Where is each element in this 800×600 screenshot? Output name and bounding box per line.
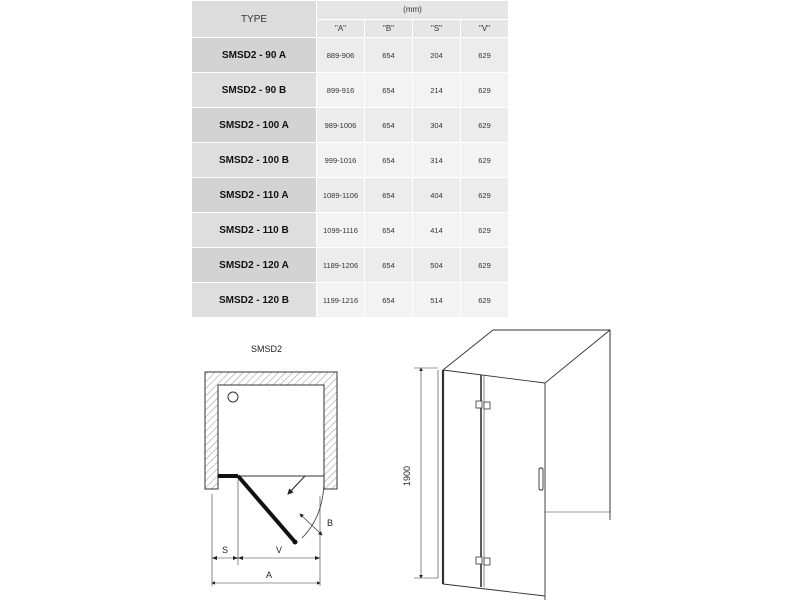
value-b: 654 xyxy=(365,143,413,178)
plan-title: SMSD2 xyxy=(251,344,283,354)
type-cell: SMSD2 - 120 A xyxy=(192,248,317,283)
type-cell: SMSD2 - 110 B xyxy=(192,213,317,248)
col-header-a: "A" xyxy=(317,19,365,38)
label-s: S xyxy=(222,545,229,555)
value-a: 1199-1216 xyxy=(317,283,365,318)
door-top xyxy=(443,370,545,383)
value-s: 204 xyxy=(413,38,461,73)
roof-edge-right xyxy=(545,330,610,383)
swing-arc xyxy=(302,476,324,538)
value-v: 629 xyxy=(461,248,509,283)
label-v: V xyxy=(276,545,283,555)
value-a: 899-916 xyxy=(317,73,365,108)
drain-icon xyxy=(228,392,238,402)
value-v: 629 xyxy=(461,108,509,143)
hinge-bottom xyxy=(476,557,482,564)
col-header-b: "B" xyxy=(365,19,413,38)
hinge-top xyxy=(476,401,482,408)
value-b: 654 xyxy=(365,178,413,213)
height-label: 1900 xyxy=(402,465,412,486)
value-v: 629 xyxy=(461,178,509,213)
value-v: 629 xyxy=(461,73,509,108)
type-cell: SMSD2 - 100 A xyxy=(192,108,317,143)
value-a: 1189-1206 xyxy=(317,248,365,283)
hinge-top-right xyxy=(484,402,490,409)
door-handle xyxy=(539,468,543,490)
value-b: 654 xyxy=(365,248,413,283)
value-b: 654 xyxy=(365,38,413,73)
value-s: 404 xyxy=(413,178,461,213)
value-v: 629 xyxy=(461,213,509,248)
col-header-v: "V" xyxy=(461,19,509,38)
value-s: 504 xyxy=(413,248,461,283)
value-a: 999-1016 xyxy=(317,143,365,178)
col-header-s: "S" xyxy=(413,19,461,38)
value-b: 654 xyxy=(365,108,413,143)
back-wall-top xyxy=(493,330,610,520)
value-a: 889-906 xyxy=(317,38,365,73)
label-a: A xyxy=(266,570,273,580)
value-s: 314 xyxy=(413,143,461,178)
type-header: TYPE xyxy=(192,1,317,38)
value-b: 654 xyxy=(365,283,413,318)
value-v: 629 xyxy=(461,38,509,73)
value-b: 654 xyxy=(365,73,413,108)
value-v: 629 xyxy=(461,283,509,318)
value-v: 629 xyxy=(461,143,509,178)
type-cell: SMSD2 - 110 A xyxy=(192,178,317,213)
open-door-panel xyxy=(238,476,295,542)
type-cell: SMSD2 - 100 B xyxy=(192,143,317,178)
type-cell: SMSD2 - 90 A xyxy=(192,38,317,73)
roof-edge-left xyxy=(443,330,493,370)
value-b: 654 xyxy=(365,213,413,248)
value-s: 414 xyxy=(413,213,461,248)
type-cell: SMSD2 - 120 B xyxy=(192,283,317,318)
value-a: 1099-1116 xyxy=(317,213,365,248)
type-cell: SMSD2 - 90 B xyxy=(192,73,317,108)
value-s: 514 xyxy=(413,283,461,318)
hinge-bottom-right xyxy=(484,558,490,565)
unit-header: (mm) xyxy=(317,1,509,20)
value-a: 989-1006 xyxy=(317,108,365,143)
dimension-b-line xyxy=(300,514,322,535)
wall-hatch xyxy=(205,372,337,489)
value-a: 1089-1106 xyxy=(317,178,365,213)
door-handle-dot xyxy=(293,540,298,545)
swing-arrow xyxy=(288,476,305,494)
elevation-view xyxy=(414,330,610,600)
value-s: 214 xyxy=(413,73,461,108)
door-bottom xyxy=(443,584,545,596)
value-s: 304 xyxy=(413,108,461,143)
plan-view xyxy=(205,344,337,586)
label-b: B xyxy=(327,518,334,528)
